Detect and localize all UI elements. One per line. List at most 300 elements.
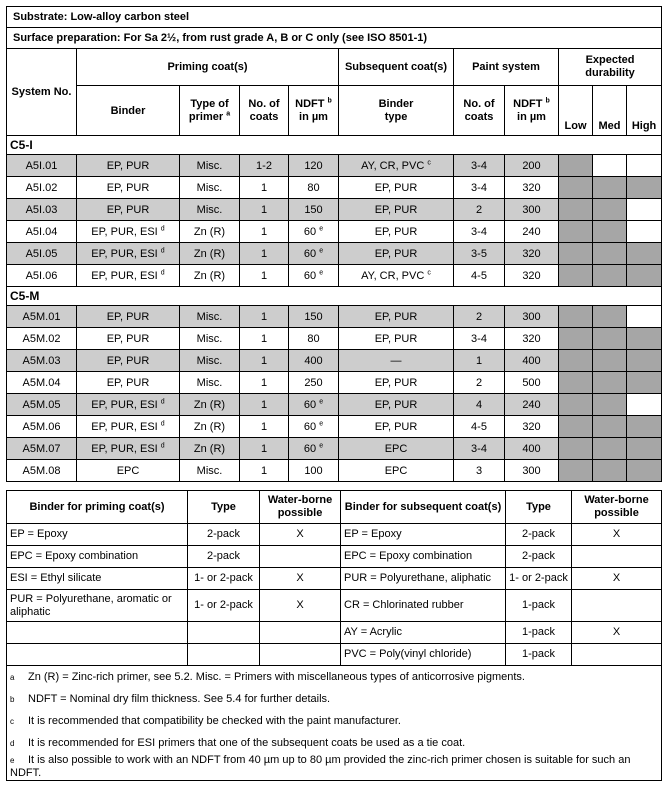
ps-ndft-cell-text: 320 (522, 269, 541, 282)
ps-ndft-cell-text: 300 (522, 464, 541, 477)
durability-med-cell (593, 155, 627, 177)
subsequent-type-cell: 2-pack (506, 546, 572, 568)
binder-cell-text: EP, PUR (106, 181, 150, 194)
priming-water-borne-cell (260, 546, 341, 568)
ps-ndft-cell (505, 438, 559, 460)
primer-type-cell-text: Misc. (196, 332, 223, 345)
durability-high-cell (627, 460, 662, 482)
ps-coats-cell-text: 3-4 (471, 442, 487, 455)
binder-cell-text: EP, PUR (106, 159, 150, 172)
durability-high-cell (627, 306, 662, 328)
subsequent-binder-cell (339, 265, 454, 287)
system-no-cell (7, 265, 77, 287)
subsequent-binder-cell (339, 155, 454, 177)
subsequent-type-cell: 1-pack (506, 644, 572, 666)
coats-cell (240, 306, 289, 328)
footnote-text: Zn (R) = Zinc-rich primer, see 5.2. Misc. = Primers with miscellaneous types of anticorrosive pigments. (28, 670, 525, 683)
ndft-cell (289, 199, 339, 221)
section-row (7, 287, 662, 306)
footnote-ref: e (319, 441, 324, 449)
coats-cell-text: 1 (260, 354, 268, 367)
ps-coats-cell (454, 243, 505, 265)
priming-water-borne-cell: X (260, 568, 341, 590)
system-no-cell (7, 372, 77, 394)
durability-med-cell (593, 350, 627, 372)
coats-cell (240, 199, 289, 221)
table-row (7, 243, 662, 265)
footnote-ref: e (319, 224, 324, 232)
table-row (7, 155, 662, 177)
col-system-no: System No. (7, 49, 77, 136)
subsequent-water-borne-cell (572, 644, 662, 666)
subsequent-water-borne-cell: X (572, 622, 662, 644)
ndft-cell-text: 150 (304, 310, 323, 323)
primer-type-cell-text: Misc. (196, 203, 223, 216)
durability-high-cell (627, 438, 662, 460)
coats-cell (240, 394, 289, 416)
system-no-cell-text: A5M.03 (22, 354, 61, 367)
ps-coats-cell (454, 155, 505, 177)
coats-cell-text: 1 (260, 225, 268, 238)
subsequent-binder-cell-text: EPC (384, 464, 408, 477)
subsequent-binder-cell (339, 438, 454, 460)
footnote-ref: d (160, 224, 165, 232)
ndft-cell (289, 328, 339, 350)
primer-type-cell-text: Misc. (196, 376, 223, 389)
coats-cell (240, 177, 289, 199)
ps-ndft-cell (505, 394, 559, 416)
ps-coats-cell (454, 416, 505, 438)
system-no-cell-text: A5M.07 (22, 442, 61, 455)
coats-cell-text: 1 (260, 247, 268, 260)
coats-cell-text: 1 (260, 376, 268, 389)
ps-ndft-cell (505, 460, 559, 482)
ps-coats-cell-text: 3-4 (471, 181, 487, 194)
subsequent-binder-cell (339, 199, 454, 221)
durability-high-cell (627, 221, 662, 243)
binder-legend-body (7, 524, 662, 666)
durability-med-cell (593, 372, 627, 394)
footnote-text: NDFT = Nominal dry film thickness. See 5.4 for further details. (28, 692, 331, 705)
system-no-cell (7, 394, 77, 416)
ndft-cell (289, 221, 339, 243)
subsequent-binder-cell-text: EP, PUR (374, 203, 418, 216)
ndft-cell (289, 350, 339, 372)
binder-cell-text: EP, PUR (106, 332, 150, 345)
footnote-ref: d (160, 268, 165, 276)
primer-type-cell-text: Zn (R) (193, 247, 226, 260)
ndft-cell-text: 120 (304, 159, 323, 172)
coats-cell-text: 1-2 (256, 159, 272, 172)
durability-low-cell (559, 372, 593, 394)
system-no-cell (7, 221, 77, 243)
system-no-cell (7, 416, 77, 438)
col-subsequent-coats: Subsequent coat(s) (339, 49, 454, 86)
subsequent-binder-cell: EP = Epoxy (341, 524, 506, 546)
footnote-row (7, 666, 662, 689)
system-no-cell-text: A5M.06 (22, 420, 61, 433)
subsequent-binder-cell (339, 177, 454, 199)
priming-type-cell (188, 644, 260, 666)
primer-type-cell (180, 243, 240, 265)
ps-coats-cell (454, 460, 505, 482)
paint-systems-body (7, 136, 662, 482)
coats-cell (240, 243, 289, 265)
legend-row (7, 622, 662, 644)
subsequent-binder-cell-text: EP, PUR (374, 420, 418, 433)
ps-ndft-cell-text: 400 (522, 442, 541, 455)
durability-med-cell (593, 416, 627, 438)
subsequent-water-borne-cell: X (572, 524, 662, 546)
subsequent-binder-cell-text: — (390, 354, 402, 367)
table-row (7, 460, 662, 482)
ndft-cell (289, 265, 339, 287)
legend-row (7, 546, 662, 568)
durability-high-cell (627, 199, 662, 221)
ndft-cell (289, 416, 339, 438)
footnote-key: a (10, 672, 15, 682)
ps-ndft-cell-text: 320 (522, 181, 541, 194)
primer-type-cell-text: Misc. (196, 354, 223, 367)
durability-low-cell (559, 155, 593, 177)
binder-legend-table (6, 490, 662, 781)
ps-coats-cell-text: 1 (475, 354, 483, 367)
primer-type-cell (180, 199, 240, 221)
subsequent-binder-cell (339, 243, 454, 265)
subsequent-binder-cell: PUR = Polyurethane, aliphatic (341, 568, 506, 590)
ps-ndft-cell-text: 500 (522, 376, 541, 389)
coats-cell (240, 221, 289, 243)
ps-coats-cell-text: 2 (475, 310, 483, 323)
system-no-cell (7, 350, 77, 372)
coats-cell-text: 1 (260, 398, 268, 411)
system-no-cell (7, 177, 77, 199)
coats-cell (240, 328, 289, 350)
ps-ndft-cell (505, 177, 559, 199)
ps-ndft-cell (505, 265, 559, 287)
primer-type-cell-text: Misc. (196, 181, 223, 194)
ps-ndft-cell (505, 306, 559, 328)
ps-coats-cell-text: 3-4 (471, 159, 487, 172)
ndft-cell-text: 60 (303, 269, 317, 282)
durability-high-cell (627, 328, 662, 350)
subsequent-water-borne-cell (572, 590, 662, 622)
surface-prep-label: Surface preparation: For Sa 2½, from rust grade A, B or C only (see ISO 8501-1) (7, 28, 662, 49)
col-type: Type (188, 491, 260, 524)
durability-med-cell (593, 265, 627, 287)
durability-low-cell (559, 394, 593, 416)
coats-cell (240, 416, 289, 438)
primer-type-cell (180, 460, 240, 482)
priming-water-borne-cell: X (260, 524, 341, 546)
binder-cell (77, 155, 180, 177)
ps-ndft-cell-text: 200 (522, 159, 541, 172)
subsequent-binder-cell-text: EPC (384, 442, 408, 455)
binder-cell-text: EP, PUR, ESI (91, 420, 158, 433)
table-row (7, 199, 662, 221)
priming-water-borne-cell: X (260, 590, 341, 622)
primer-type-cell-text: Zn (R) (193, 420, 226, 433)
coats-cell-text: 1 (260, 269, 268, 282)
binder-cell (77, 394, 180, 416)
priming-binder-cell: ESI = Ethyl silicate (7, 568, 188, 590)
durability-low-cell (559, 460, 593, 482)
ndft-cell-text: 60 (303, 247, 317, 260)
table-row (7, 221, 662, 243)
system-no-cell-text: A5M.05 (22, 398, 61, 411)
system-no-cell (7, 243, 77, 265)
ndft-cell-text: 60 (303, 442, 317, 455)
subsequent-binder-cell-text: AY, CR, PVC (361, 269, 425, 282)
ps-ndft-cell (505, 243, 559, 265)
priming-binder-cell (7, 622, 188, 644)
binder-cell-text: EP, PUR (106, 376, 150, 389)
system-no-cell-text: A5M.04 (22, 376, 61, 389)
table-row (7, 372, 662, 394)
durability-med-cell (593, 328, 627, 350)
footnote-ref: e (319, 419, 324, 427)
ndft-cell (289, 243, 339, 265)
coats-cell-text: 1 (260, 464, 268, 477)
subsequent-water-borne-cell (572, 546, 662, 568)
durability-med-cell (593, 306, 627, 328)
ps-coats-cell-text: 4 (475, 398, 483, 411)
col-paint-system: Paint system (454, 49, 559, 86)
ps-ndft-cell-text: 320 (522, 247, 541, 260)
ps-ndft-cell (505, 221, 559, 243)
primer-type-cell-text: Zn (R) (193, 442, 226, 455)
coats-cell (240, 155, 289, 177)
footnote (7, 732, 662, 754)
ps-ndft-cell-text: 400 (522, 354, 541, 367)
ndft-cell (289, 306, 339, 328)
coats-cell-text: 1 (260, 310, 268, 323)
substrate-label: Substrate: Low-alloy carbon steel (7, 7, 662, 28)
durability-med-cell (593, 243, 627, 265)
subsequent-type-cell: 1-pack (506, 590, 572, 622)
binder-cell (77, 265, 180, 287)
binder-cell (77, 438, 180, 460)
footnote-row (7, 754, 662, 781)
system-no-cell (7, 460, 77, 482)
system-no-cell (7, 328, 77, 350)
subsequent-binder-cell (339, 372, 454, 394)
primer-type-cell (180, 438, 240, 460)
table-row (7, 350, 662, 372)
footnote (7, 754, 662, 781)
primer-type-cell-text: Misc. (196, 464, 223, 477)
ps-ndft-cell-text: 300 (522, 310, 541, 323)
priming-binder-cell: PUR = Polyurethane, aromatic or aliphatic (7, 590, 188, 622)
primer-type-cell (180, 372, 240, 394)
coats-cell (240, 438, 289, 460)
system-no-cell-text: A5I.06 (25, 269, 58, 282)
ndft-cell-text: 80 (307, 332, 320, 345)
ps-coats-cell (454, 306, 505, 328)
primer-type-cell-text: Zn (R) (193, 269, 226, 282)
ps-coats-cell (454, 328, 505, 350)
durability-low-cell (559, 221, 593, 243)
system-no-cell-text: A5I.02 (25, 181, 58, 194)
ps-coats-cell-text: 3-4 (471, 332, 487, 345)
col-priming-coats: Priming coat(s) (77, 49, 339, 86)
footnote-ref: c (427, 268, 431, 276)
coats-cell (240, 460, 289, 482)
priming-type-cell (188, 622, 260, 644)
subsequent-binder-cell: PVC = Poly(vinyl chloride) (341, 644, 506, 666)
ndft-cell-text: 400 (304, 354, 323, 367)
coats-cell-text: 1 (260, 332, 268, 345)
legend-row (7, 524, 662, 546)
section-label: C5-M (7, 287, 662, 306)
priming-water-borne-cell (260, 622, 341, 644)
col-high: High (627, 86, 662, 136)
footnote-ref: e (319, 397, 324, 405)
footnote (7, 710, 662, 732)
legend-row (7, 644, 662, 666)
durability-high-cell (627, 155, 662, 177)
durability-high-cell (627, 265, 662, 287)
primer-type-cell-text: Misc. (196, 310, 223, 323)
col-med: Med (593, 86, 627, 136)
col-no-of-coats: No. of coats (240, 86, 289, 136)
ps-coats-cell (454, 394, 505, 416)
subsequent-binder-cell: CR = Chlorinated rubber (341, 590, 506, 622)
system-no-cell (7, 155, 77, 177)
system-no-cell-text: A5M.08 (22, 464, 61, 477)
durability-med-cell (593, 394, 627, 416)
subsequent-binder-cell: AY = Acrylic (341, 622, 506, 644)
durability-med-cell (593, 438, 627, 460)
ps-ndft-cell (505, 328, 559, 350)
coats-cell-text: 1 (260, 181, 268, 194)
binder-cell (77, 416, 180, 438)
binder-cell (77, 350, 180, 372)
ps-coats-cell-text: 4-5 (471, 269, 487, 282)
footnote-key: e (10, 756, 15, 765)
subsequent-binder-cell-text: EP, PUR (374, 376, 418, 389)
durability-low-cell (559, 177, 593, 199)
ps-coats-cell (454, 372, 505, 394)
priming-type-cell: 2-pack (188, 524, 260, 546)
system-no-cell (7, 199, 77, 221)
binder-cell-text: EP, PUR, ESI (91, 398, 158, 411)
ndft-cell-text: 250 (304, 376, 323, 389)
durability-high-cell (627, 372, 662, 394)
table-row (7, 416, 662, 438)
ps-coats-cell (454, 177, 505, 199)
coats-cell (240, 350, 289, 372)
ndft-cell-text: 60 (303, 225, 317, 238)
subsequent-binder-cell-text: EP, PUR (374, 332, 418, 345)
ndft-cell (289, 438, 339, 460)
col-water-borne: Water-borne possible (260, 491, 341, 524)
ps-ndft-cell-text: 320 (522, 332, 541, 345)
ps-coats-cell (454, 438, 505, 460)
binder-cell (77, 221, 180, 243)
ndft-cell (289, 177, 339, 199)
primer-type-cell-text: Zn (R) (193, 225, 226, 238)
footnote-row (7, 732, 662, 754)
durability-low-cell (559, 243, 593, 265)
col-type-of-primer: Type of primer $^a$ (180, 86, 240, 136)
table-row (7, 328, 662, 350)
footnote-row (7, 710, 662, 732)
system-no-cell-text: A5M.02 (22, 332, 61, 345)
subsequent-binder-cell (339, 328, 454, 350)
durability-low-cell (559, 416, 593, 438)
primer-type-cell (180, 394, 240, 416)
ndft-cell (289, 155, 339, 177)
durability-high-cell (627, 394, 662, 416)
subsequent-binder-cell (339, 394, 454, 416)
binder-cell-text: EP, PUR (106, 203, 150, 216)
primer-type-cell (180, 265, 240, 287)
system-no-cell (7, 306, 77, 328)
footnote-ref: d (160, 419, 165, 427)
priming-type-cell: 1- or 2-pack (188, 590, 260, 622)
ps-coats-cell-text: 2 (475, 203, 483, 216)
col-binder: Binder (77, 86, 180, 136)
durability-low-cell (559, 328, 593, 350)
ps-ndft-cell-text: 240 (522, 398, 541, 411)
coats-cell-text: 1 (260, 442, 268, 455)
system-no-cell (7, 438, 77, 460)
primer-type-cell-text: Misc. (196, 159, 223, 172)
ps-coats-cell-text: 3-4 (471, 225, 487, 238)
primer-type-cell-text: Zn (R) (193, 398, 226, 411)
primer-type-cell (180, 350, 240, 372)
coats-cell-text: 1 (260, 420, 268, 433)
col-binder-type: Binder type (339, 86, 454, 136)
subsequent-type-cell: 1-pack (506, 622, 572, 644)
table-row (7, 306, 662, 328)
coats-cell (240, 265, 289, 287)
col-low: Low (559, 86, 593, 136)
footnote-key: d (10, 738, 15, 748)
footnote-text: It is recommended that compatibility be checked with the paint manufacturer. (28, 714, 401, 727)
ndft-cell-text: 60 (303, 420, 317, 433)
system-no-cell-text: A5M.01 (22, 310, 61, 323)
durability-high-cell (627, 350, 662, 372)
primer-type-cell (180, 328, 240, 350)
binder-cell (77, 460, 180, 482)
ndft-cell (289, 394, 339, 416)
subsequent-binder-cell-text: EP, PUR (374, 310, 418, 323)
footnote-ref: c (427, 158, 431, 166)
priming-water-borne-cell (260, 644, 341, 666)
col-expected-durability: Expected durability (559, 49, 662, 86)
col-binder-priming: Binder for priming coat(s) (7, 491, 188, 524)
durability-med-cell (593, 221, 627, 243)
table-row (7, 438, 662, 460)
ps-ndft-cell-text: 300 (522, 203, 541, 216)
priming-type-cell: 2-pack (188, 546, 260, 568)
priming-binder-cell: EPC = Epoxy combination (7, 546, 188, 568)
ps-coats-cell (454, 350, 505, 372)
footnote-ref: d (160, 397, 165, 405)
subsequent-type-cell: 2-pack (506, 524, 572, 546)
binder-cell (77, 177, 180, 199)
binder-cell-text: EP, PUR, ESI (91, 247, 158, 260)
subsequent-binder-cell-text: EP, PUR (374, 225, 418, 238)
durability-low-cell (559, 350, 593, 372)
binder-cell-text: EP, PUR (106, 354, 150, 367)
footnote-ref: e (319, 268, 324, 276)
coats-cell (240, 372, 289, 394)
ps-coats-cell (454, 221, 505, 243)
coats-cell-text: 1 (260, 203, 268, 216)
